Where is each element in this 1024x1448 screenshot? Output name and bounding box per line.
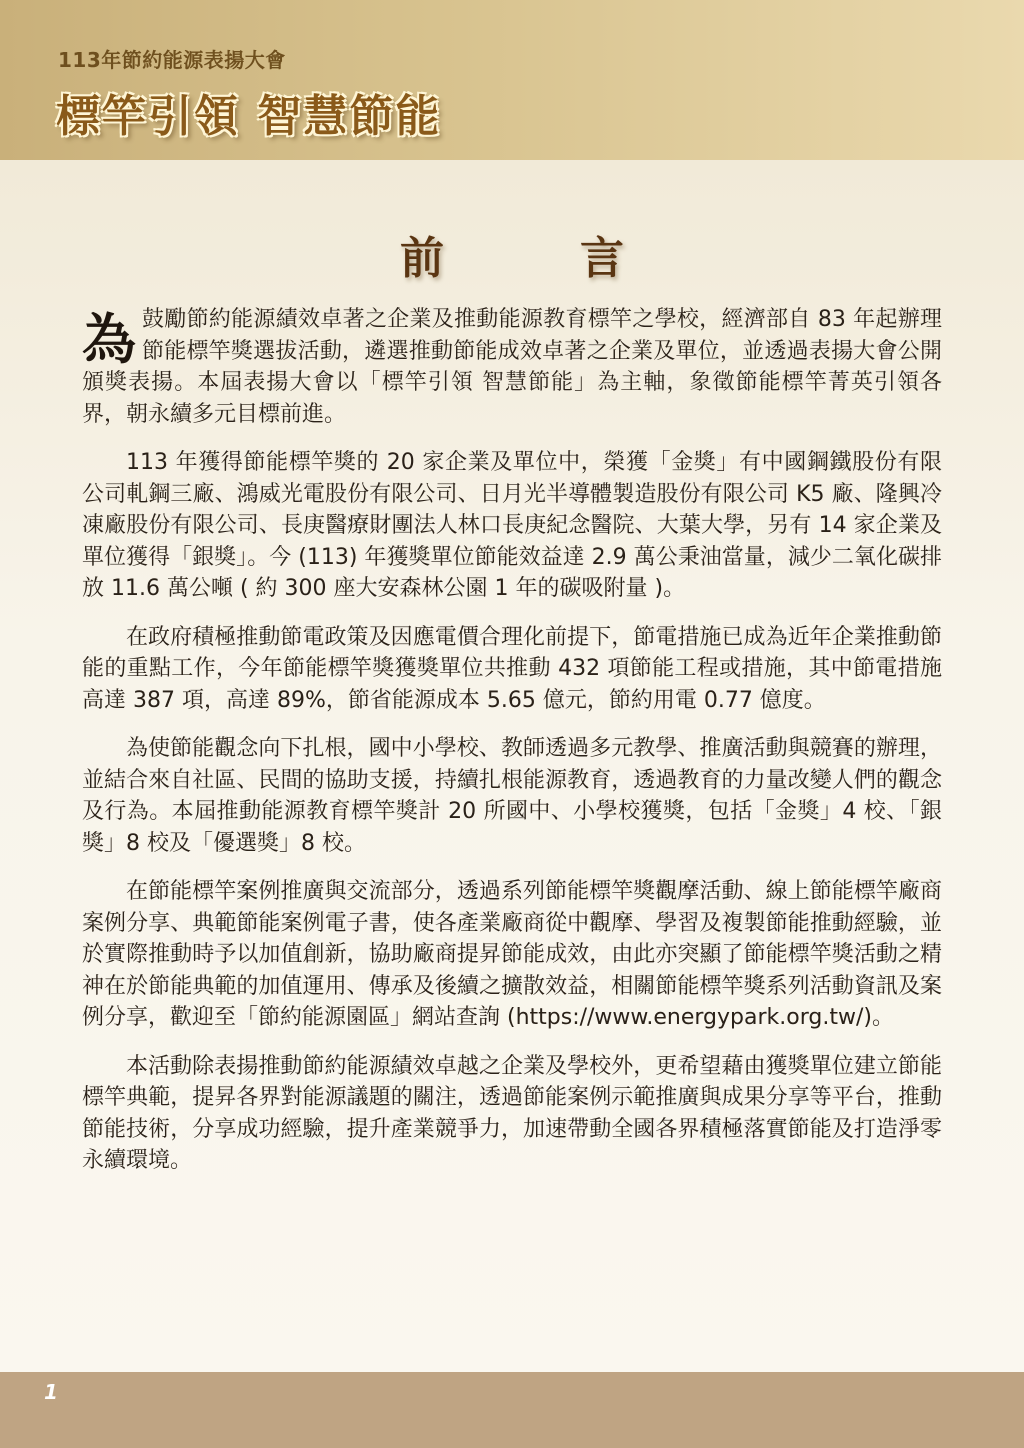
slogan-title: 標竿引領 智慧節能 — [56, 91, 442, 142]
paragraph-2: 113 年獲得節能標竿獎的 20 家企業及單位中，榮獲「金獎」有中國鋼鐵股份有限公司軋鋼三廠、鴻威光電股份有限公司、日月光半導體製造股份有限公司 K5 廠、隆興冷凍廠股份有限公司、長庚醫療財團法人林口長庚紀念醫院、大葉大學，另有 14 家企業及單位獲得「銀獎」。今 (113) 年獲獎單位節能效益達 2.9 萬公秉油當量，減少二氧化碳排放 11.6 萬公噸 ( 約 300 座大安森林公園 1 年的碳吸附量 )。 — [82, 450, 942, 601]
drop-cap: 為 — [82, 307, 136, 371]
header-banner — [0, 0, 1024, 160]
paragraph-3: 在政府積極推動節電政策及因應電價合理化前提下，節電措施已成為近年企業推動節能的重點工作，今年節能標竿獎獲獎單位共推動 432 項節能工程或措施，其中節電措施高達 387 項，高達 89%，節省能源成本 5.65 億元，節約用電 0.77 億度。 — [82, 624, 942, 713]
page-number: 1 — [44, 1380, 58, 1404]
footer-bar — [0, 1372, 1024, 1448]
page-title: 前 言 — [400, 233, 670, 284]
paragraph-1-text: 鼓勵節約能源績效卓著之企業及推動能源教育標竿之學校，經濟部自 83 年起辦理節能標竿獎選拔活動，遴選推動節能成效卓著之企業及單位，並透過表揚大會公開頒獎表揚。本屆表揚大會以「標竿引領 智慧節能」為主軸，象徵節能標竿菁英引領各界，朝永續多元目標前進。 — [82, 307, 942, 427]
paragraph-6: 本活動除表揚推動節約能源績效卓越之企業及學校外，更希望藉由獲獎單位建立節能標竿典範，提昇各界對能源議題的關注，透過節能案例示範推廣與成果分享等平台，推動節能技術，分享成功經驗，提升產業競爭力，加速帶動全國各界積極落實節能及打造淨零永續環境。 — [82, 1053, 942, 1173]
conference-title: 113年節約能源表揚大會 — [58, 48, 286, 72]
paragraph-4: 為使節能觀念向下扎根，國中小學校、教師透過多元教學、推廣活動與競賽的辦理，並結合來自社區、民間的協助支援，持續扎根能源教育，透過教育的力量改變人們的觀念及行為。本屆推動能源教育標竿獎計 20 所國中、小學校獲獎，包括「金獎」4 校、「銀獎」8 校及「優選獎」8 校。 — [82, 736, 942, 856]
paragraph-1 — [82, 304, 942, 430]
paragraph-5: 在節能標竿案例推廣與交流部分，透過系列節能標竿獎觀摩活動、線上節能標竿廠商案例分享、典範節能案例電子書，使各產業廠商從中觀摩、學習及複製節能推動經驗，並於實際推動時予以加值創新，協助廠商提昇節能成效，由此亦突顯了節能標竿獎活動之精神在於節能典範的加值運用、傳承及後續之擴散效益，相關節能標竿獎系列活動資訊及案例分享，歡迎至「節約能源園區」網站查詢 (https://www.energypark.org.tw/)。 — [82, 879, 942, 1030]
body-text — [82, 304, 942, 1194]
